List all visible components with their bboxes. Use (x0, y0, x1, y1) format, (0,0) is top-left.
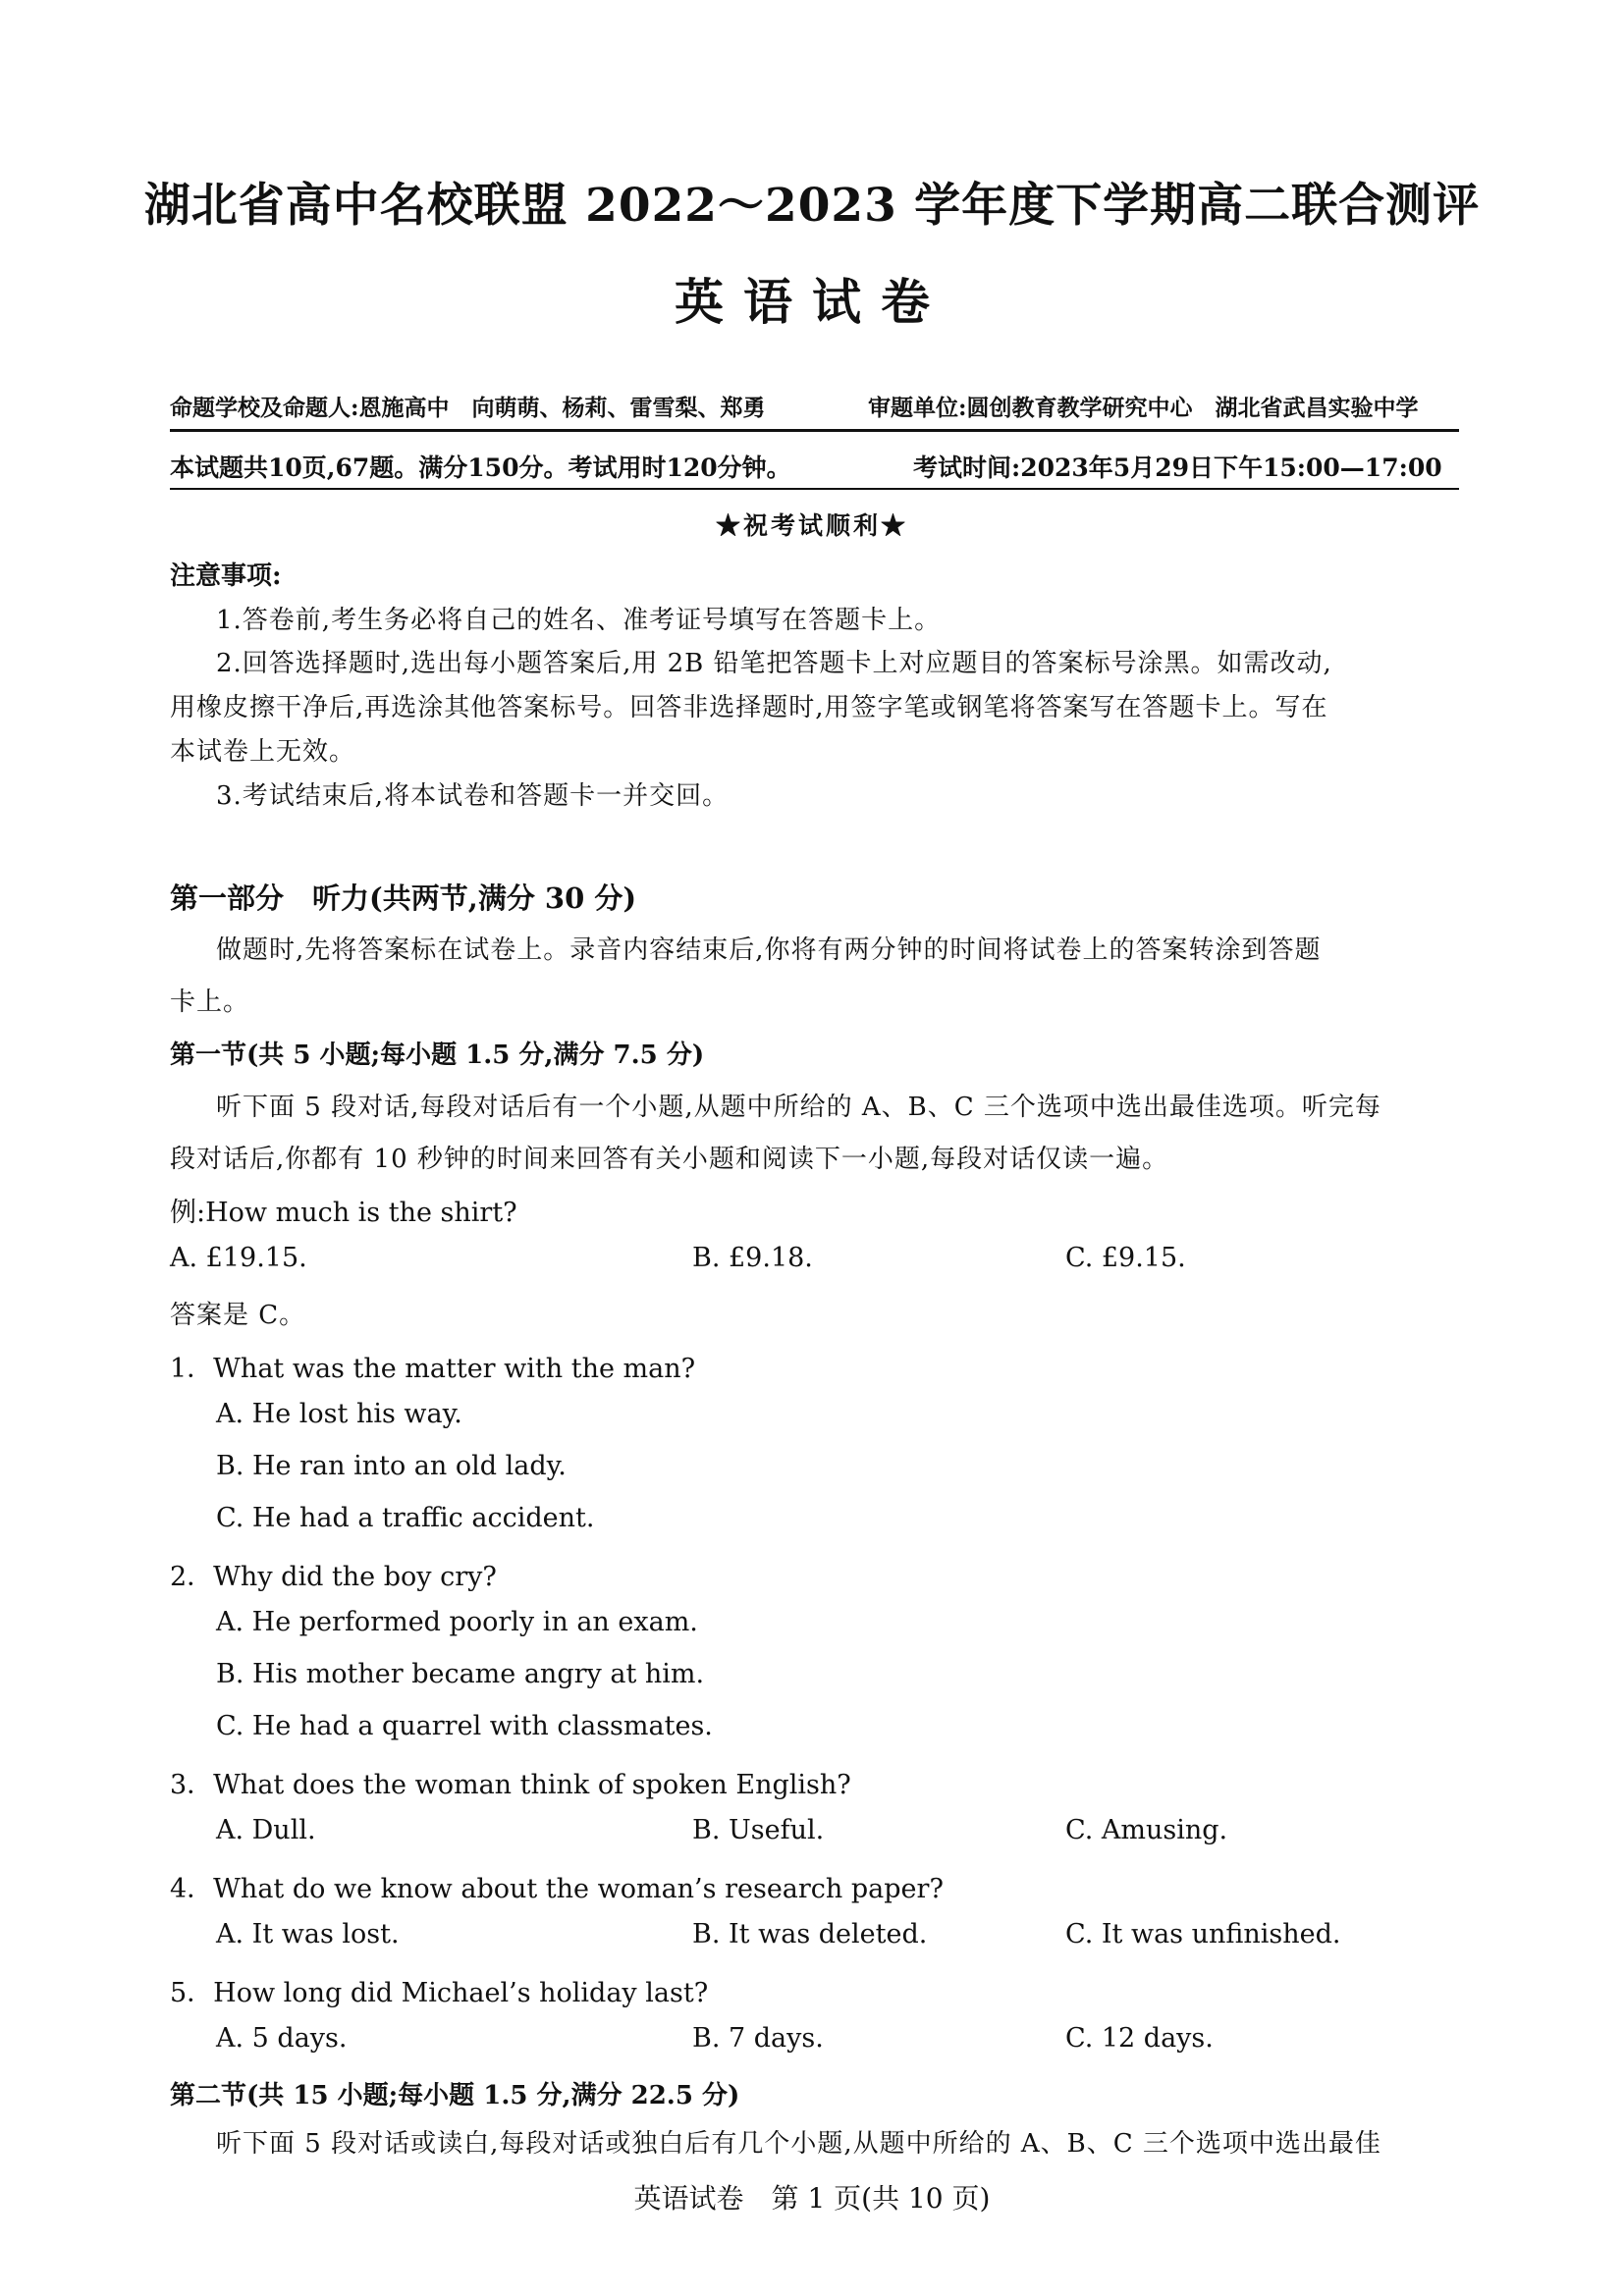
header-rule-top (170, 429, 1459, 432)
review-line: 审题单位:圆创教育教学研究中心 湖北省武昌实验中学 (868, 395, 1419, 421)
question-3-stem: 3．What does the woman think of spoken English? (170, 1770, 851, 1800)
exam-title: 湖北省高中名校联盟 2022～2023 学年度下学期高二联合测评 (143, 179, 1481, 233)
question-2-option-c: C. He had a quarrel with classmates. (216, 1711, 713, 1741)
section-1-intro-line-1: 听下面 5 段对话,每段对话后有一个小题,从题中所给的 A、B、C 三个选项中选出最佳选项。听完每 (216, 1093, 1381, 1122)
good-luck-line: ★祝考试顺利★ (715, 511, 908, 540)
example-answer: 答案是 C。 (170, 1301, 306, 1330)
question-4-option-a: A. It was lost. (216, 1919, 400, 1949)
question-4-option-b: B. It was deleted. (692, 1919, 928, 1949)
exam-info-right: 考试时间:2023年5月29日下午15:00—17:00 (913, 454, 1442, 482)
example-option-a: A. £19.15. (170, 1243, 307, 1273)
example-option-b: B. £9.18. (692, 1243, 813, 1273)
question-5-option-b: B. 7 days. (692, 2023, 824, 2054)
example-option-c: C. £9.15. (1065, 1243, 1186, 1273)
part-1-heading: 第一部分 听力(共两节,满分 30 分) (170, 881, 637, 915)
section-2-heading: 第二节(共 15 小题;每小题 1.5 分,满分 22.5 分) (170, 2081, 740, 2110)
question-2-stem: 2．Why did the boy cry? (170, 1562, 497, 1592)
question-1-option-c: C. He had a traffic accident. (216, 1503, 595, 1533)
notice-heading: 注意事项: (170, 561, 282, 591)
notice-item-2-line-3: 本试卷上无效。 (170, 737, 356, 767)
page-footer: 英语试卷 第 1 页(共 10 页) (633, 2182, 991, 2215)
section-2-intro-line-1: 听下面 5 段对话或读白,每段对话或独白后有几个小题,从题中所给的 A、B、C 三个选项中选出最佳 (216, 2129, 1381, 2159)
question-5-option-c: C. 12 days. (1065, 2023, 1214, 2054)
exam-info-left: 本试题共10页,67题。满分150分。考试用时120分钟。 (170, 454, 791, 482)
notice-item-2-line-2: 用橡皮擦干净后,再选涂其他答案标号。回答非选择题时,用签字笔或钢笔将答案写在答题卡上。写在 (170, 693, 1328, 722)
section-1-intro-line-2: 段对话后,你都有 10 秒钟的时间来回答有关小题和阅读下一小题,每段对话仅读一遍。 (170, 1145, 1169, 1174)
question-4-option-c: C. It was unfinished. (1065, 1919, 1341, 1949)
question-3-option-c: C. Amusing. (1065, 1815, 1228, 1845)
exam-subtitle: 英语试卷 (675, 273, 949, 331)
part-1-intro-line-2: 卡上。 (170, 988, 250, 1017)
question-1-option-b: B. He ran into an old lady. (216, 1451, 567, 1481)
question-2-option-a: A. He performed poorly in an exam. (216, 1607, 698, 1637)
header-rule-bottom (170, 488, 1459, 490)
notice-item-3: 3.考试结束后,将本试卷和答题卡一并交回。 (216, 781, 730, 811)
notice-item-1: 1.答卷前,考生务必将自己的姓名、准考证号填写在答题卡上。 (216, 606, 942, 635)
question-1-option-a: A. He lost his way. (216, 1399, 462, 1429)
example-question: 例:How much is the shirt? (170, 1198, 517, 1228)
question-5-stem: 5．How long did Michael’s holiday last? (170, 1978, 709, 2008)
part-1-intro-line-1: 做题时,先将答案标在试卷上。录音内容结束后,你将有两分钟的时间将试卷上的答案转涂到答题 (216, 935, 1322, 965)
question-4-stem: 4．What do we know about the woman’s research paper? (170, 1874, 944, 1904)
notice-item-2-line-1: 2.回答选择题时,选出每小题答案后,用 2B 铅笔把答题卡上对应题目的答案标号涂黑。如需改动, (216, 649, 1332, 678)
section-1-heading: 第一节(共 5 小题;每小题 1.5 分,满分 7.5 分) (170, 1041, 705, 1070)
question-5-option-a: A. 5 days. (216, 2023, 348, 2054)
question-3-option-a: A. Dull. (216, 1815, 316, 1845)
authors-line: 命题学校及命题人:恩施高中 向萌萌、杨莉、雷雪梨、郑勇 (170, 395, 766, 421)
question-3-option-b: B. Useful. (692, 1815, 825, 1845)
question-2-option-b: B. His mother became angry at him. (216, 1659, 705, 1689)
question-1-stem: 1．What was the matter with the man? (170, 1354, 696, 1384)
